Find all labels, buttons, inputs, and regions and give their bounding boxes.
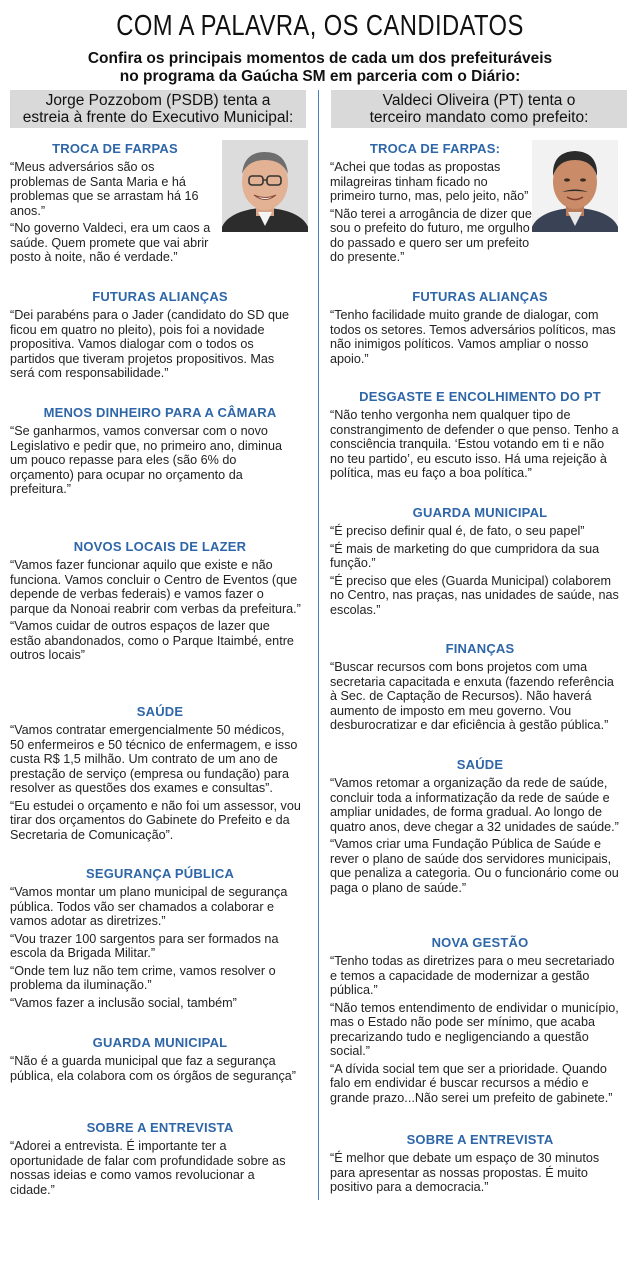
section-title: NOVOS LOCAIS DE LAZER <box>73 539 247 554</box>
right-section-saude <box>330 756 630 895</box>
quote: “Meus adversários são os problemas de Santa Maria e há problemas que se arrastam há 16 anos.” <box>10 159 199 218</box>
left-section-futuras-aliancas <box>10 288 310 381</box>
quote: “Se ganharmos, vamos conversar com o novo Legislativo e pedir que, no primeiro ano, diminua um pouco repasse para eles (são 6% do orçamento) para ocupar no orçamento da prefeitura.” <box>10 423 282 496</box>
section-title: SOBRE A ENTREVISTA <box>406 1132 554 1147</box>
quote: “Adorei a entrevista. É importante ter a oportunidade de falar com profundidade sobre as nossas ideias e como vamos revolucionar a cidade.” <box>10 1138 286 1197</box>
quote: “Onde tem luz não tem crime, vamos resolver o problema da iluminação.” <box>10 962 276 992</box>
left-section-guarda-municipal <box>10 1034 310 1083</box>
right-section-troca-de-farpas <box>330 140 630 265</box>
left-section-troca-de-farpas <box>10 140 310 265</box>
header-line: Valdeci Oliveira (PT) tenta o <box>382 92 576 109</box>
page-title: COM A PALAVRA, OS CANDIDATOS <box>116 10 524 42</box>
quote: “Não terei a arrogância de dizer que sou o prefeito do futuro, me orgulho do passado e quero ser um prefeito do presente.” <box>330 205 532 264</box>
subtitle-line: Confira os principais momentos de cada um dos prefeituráveis <box>87 50 553 67</box>
section-title: FUTURAS ALIANÇAS <box>92 289 228 304</box>
header-line: Jorge Pozzobom (PSDB) tenta a <box>45 92 271 109</box>
section-title: SAÚDE <box>456 757 504 772</box>
quote: “Não tenho vergonha nem qualquer tipo de constrangimento de defender o que penso. Tenho a consciência tranquila. ‘Estou votando em ti e não no teu partido’, eu escuto isso. Há uma rejeição à política, mas eu faço a boa política.” <box>330 407 619 480</box>
quote: “Vamos contratar emergencialmente 50 médicos, 50 enfermeiros e 50 técnico de enfermagem, e isso custa R$ 1,5 milhão. Um contrato de um ano de prestação de serviço (empresa ou fundação) para resolver as questões dos exames e consultas”. <box>10 722 298 795</box>
quote: “É melhor que debate um espaço de 30 minutos para apresentar as nossas propostas. É muito positivo para a democracia.” <box>330 1150 600 1194</box>
section-title: DESGASTE E ENCOLHIMENTO DO PT <box>359 389 601 404</box>
section-title: TROCA DE FARPAS: <box>369 141 501 156</box>
quote: “Achei que todas as propostas milagreiras tinham ficado no primeiro turno, mas, pelo jeito, não” <box>330 159 529 203</box>
left-section-saude <box>10 703 310 842</box>
left-section-seguranca-publica <box>10 865 310 1010</box>
quote: “Vamos montar um plano municipal de segurança pública. Todos vão ser chamados a colaborar e vamos adotar as diretrizes.” <box>10 884 288 928</box>
section-title: GUARDA MUNICIPAL <box>412 505 548 520</box>
quote: “É mais de marketing do que cumpridora da sua função.” <box>330 540 600 570</box>
quote: “Vou trazer 100 sargentos para ser formados na escola da Brigada Militar.” <box>10 930 279 960</box>
quote: “A dívida social tem que ser a prioridade. Quando falo em endividar é buscar recursos a médio e grande prazo...Não serei um prefeito de gabinete.” <box>330 1060 613 1105</box>
quote: “É preciso definir qual é, de fato, o seu papel” <box>330 523 585 538</box>
section-title: FINANÇAS <box>445 641 515 656</box>
left-section-sobre-entrevista <box>10 1119 310 1197</box>
subtitle-line: no programa da Gaúcha SM em parceria com o Diário: <box>119 68 521 85</box>
quote: “Eu estudei o orçamento e não foi um assessor, vou tirar dos orçamentos do Gabinete do Prefeito e da Secretaria de Comunicação”. <box>10 797 301 842</box>
right-section-financas <box>330 640 630 733</box>
right-section-nova-gestao <box>330 934 630 1105</box>
right-section-guarda-municipal <box>330 504 630 617</box>
quote: “Vamos cuidar de outros espaços de lazer que estão abandonados, como o Parque Itaimbé, entre outros locais” <box>10 618 294 662</box>
quote: “Vamos retomar a organização da rede de saúde, concluir toda a informatização da rede de saúde e ampliar unidades, de forma gradual. Ao longo de quatro anos, deve chegar a 32 unidades de saúde.” <box>330 775 619 834</box>
left-candidate-header <box>10 90 306 128</box>
quote: “Não é a guarda municipal que faz a segurança pública, ela colabora com os órgãos de segurança” <box>10 1053 296 1083</box>
right-candidate-header <box>331 90 627 128</box>
quote: “Vamos fazer funcionar aquilo que existe e não funciona. Vamos concluir o Centro de Eventos (que depende de verbas federais) e vamos fazer o parque da Nonoai reabrir com verbas da prefeitura.” <box>10 557 301 616</box>
section-title: GUARDA MUNICIPAL <box>92 1035 228 1050</box>
quote: “Tenho facilidade muito grande de dialogar, com todos os setores. Temos adversários políticos, mas não inimigos políticos. Vamos ampliar o nosso apoio.” <box>330 307 616 366</box>
quote: “Vamos fazer a inclusão social, também” <box>10 994 237 1010</box>
header-line: terceiro mandato como prefeito: <box>369 109 589 126</box>
column-divider <box>318 90 319 1200</box>
page-subtitle <box>0 50 640 86</box>
quote: “No governo Valdeci, era um caos a saúde. Quem promete que vai abrir posto à noite, não é verdade.” <box>10 220 211 264</box>
section-title: TROCA DE FARPAS <box>52 141 178 156</box>
right-section-futuras-aliancas <box>330 288 630 366</box>
quote: “Vamos criar uma Fundação Pública de Saúde e rever o plano de saúde dos servidores municipais, que penaliza a categoria. Ou o funcionário come ou paga o plano de saúde.” <box>330 836 619 895</box>
quote: “Dei parabéns para o Jader (candidato do SD que ficou em quatro no pleito), pois foi a novidade propositiva. Vamos dialogar com o todos os partidos que tiveram projetos propositivos. Mas será com responsabilidade.” <box>10 307 289 380</box>
header-line: estreia à frente do Executivo Municipal: <box>22 109 294 126</box>
right-section-sobre-entrevista <box>330 1131 630 1195</box>
section-title: FUTURAS ALIANÇAS <box>412 289 548 304</box>
right-section-desgaste-pt <box>330 388 630 481</box>
left-section-novos-locais-lazer <box>10 538 310 663</box>
section-title: SEGURANÇA PÚBLICA <box>85 866 235 881</box>
section-title: SAÚDE <box>136 704 184 719</box>
section-title: MENOS DINHEIRO PARA A CÂMARA <box>43 405 277 420</box>
quote: “Não temos entendimento de endividar o município, mas o Estado não pode ser mínimo, que acaba precarizando tudo e negligenciando a questão social.” <box>330 999 619 1058</box>
section-title: NOVA GESTÃO <box>431 935 529 950</box>
section-title: SOBRE A ENTREVISTA <box>86 1120 234 1135</box>
quote: “Buscar recursos com bons projetos com uma secretaria capacitada e enxuta (fazendo referência à Sec. de Captação de Recursos). Não haverá aumento de imposto em meu governo. Vou desburocratizar e dar eficiência à gestão pública.” <box>330 659 614 732</box>
left-section-menos-dinheiro-camara <box>10 404 310 497</box>
quote: “É preciso que eles (Guarda Municipal) colaborem no Centro, nas praças, nas unidades de saúde, nas escolas.” <box>330 572 619 617</box>
quote: “Tenho todas as diretrizes para o meu secretariado e temos a capacidade de modernizar a gestão pública.” <box>330 953 615 997</box>
